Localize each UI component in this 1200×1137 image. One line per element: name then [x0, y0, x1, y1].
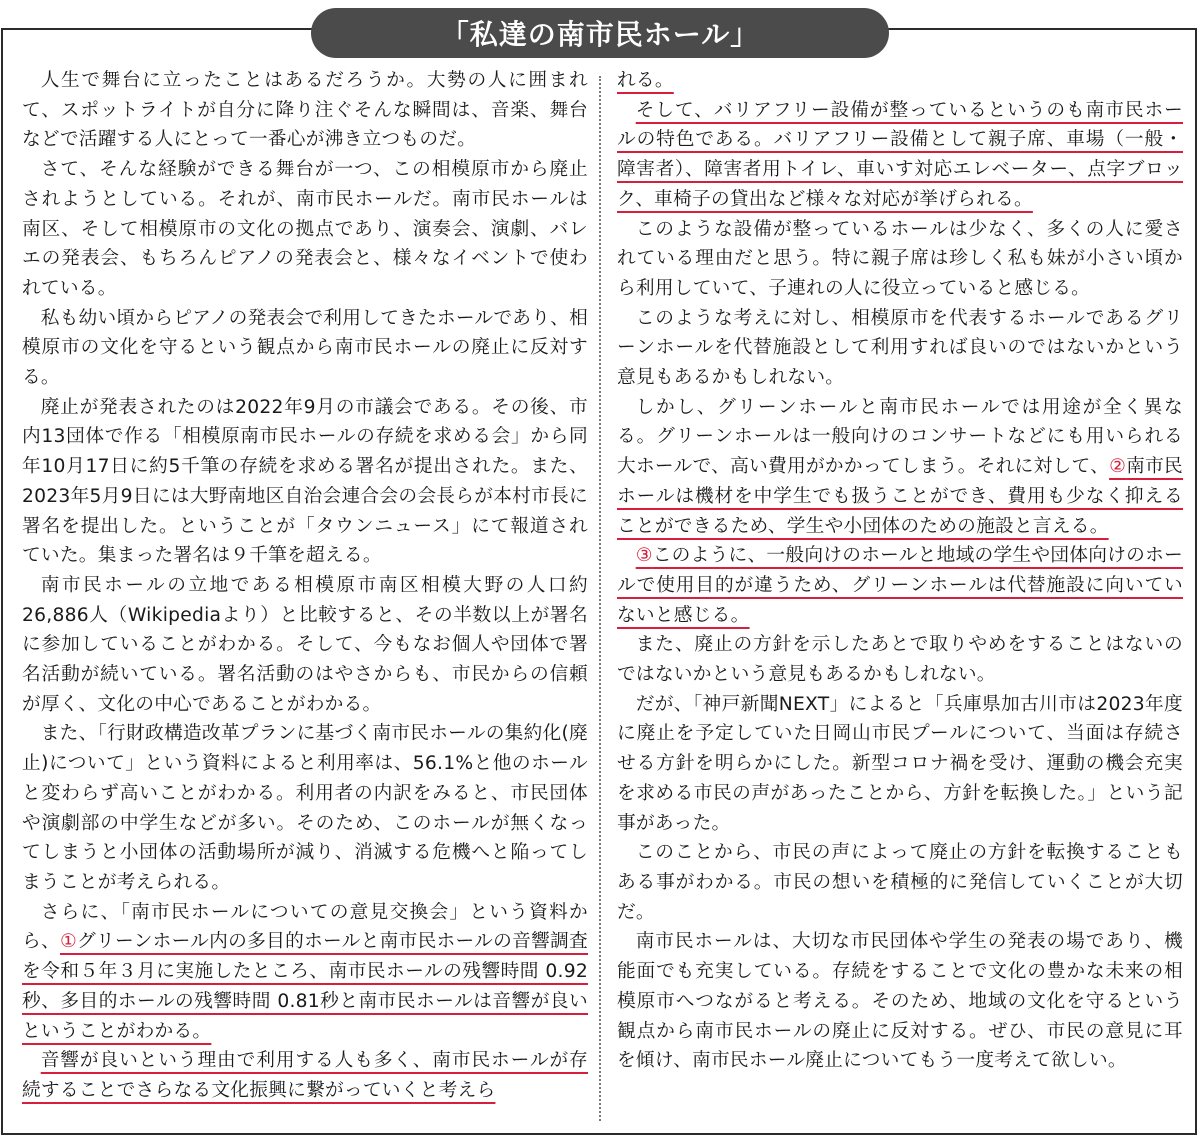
paragraph — [617, 690, 1183, 839]
paragraph — [617, 541, 1183, 630]
column-divider — [599, 76, 601, 1121]
paragraph — [22, 304, 588, 393]
paragraph — [617, 393, 1183, 542]
circled-number: ② — [1109, 456, 1127, 478]
text-segment: このことから、市民の声によって廃止の方針を転換することもある事がわかる。市民の想いを積極的に発信していくことが大切だ。 — [617, 842, 1183, 923]
text-segment: このような考えに対し、相模原市を代表するホールであるグリーンホールを代替施設として利用すれば良いのではないかという意見もあるかもしれない。 — [617, 307, 1183, 389]
text-segment: れる。 — [617, 70, 674, 91]
text-segment: 廃止が発表されたのは2022年9月の市議会である。その後、市内13団体で作る「相模原南市民ホールの存続を求める会」から同年10月17日に約5千筆の存続を求める署名が提出された。また、2023年5月9日には大野南地区自治会連合会の会長らが本村市長に署名を提出した。ということが「タウンニュース」にて報道されていた。集まった署名は９千筆を超える。 — [22, 396, 588, 567]
paragraph — [22, 719, 588, 897]
paragraph — [617, 630, 1183, 689]
paragraph — [22, 571, 588, 720]
text-segment: さらに、「南市民ホールについての意見交換会」という資料から、 — [22, 901, 588, 953]
text-segment: しかし、グリーンホールと南市民ホールでは用途が全く異なる。グリーンホールは一般向けのコンサートなどにも用いられる大ホールで、高い費用がかかってしまう。それに対して、 — [617, 396, 1183, 478]
text-segment: 南市民ホールは機材を中学生でも扱うことができ、費用も少なく抑えることができるため、学生や小団体のための施設と言える。 — [617, 456, 1183, 537]
paragraph — [22, 393, 588, 571]
text-segment: また、廃止の方針を示したあとで取りやめをすることはないのではないかという意見もあるかもしれない。 — [617, 634, 1183, 686]
right-column — [617, 66, 1183, 1076]
paragraph — [22, 155, 588, 304]
text-segment: 南市民ホールは、大切な市民団体や学生の発表の場であり、機能面でも充実している。存続をすることで文化の豊かな未来の相模原市へつながると考える。そのため、地域の文化を守るという観点から南市民ホールの廃止に反対する。ぜひ、市民の意見に耳を傾け、南市民ホール廃止についてもう一度考えて欲しい。 — [617, 931, 1183, 1072]
text-segment: 南市民ホールの立地である相模原市南区相模大野の人口約26,886人（Wikipediaより）と比較すると、その半数以上が署名に参加していることがわかる。そして、今もなお個人や団体で署名活動が続いている。署名活動のはやさからも、市民からの信頼が厚く、文化の中心であることがわかる。 — [22, 574, 588, 715]
paragraph — [617, 927, 1183, 1076]
left-column — [22, 66, 588, 1106]
text-segment: また、「行財政構造改革プランに基づく南市民ホールの集約化(廃止)について」という資料によると利用率は、56.1%と他のホールと変わらず高いことがわかる。利用者の内訳をみると、市民団体や演劇部の中学生などが多い。そのため、このホールが無くなってしまうと小団体の活動場所が減り、消滅する危機へと陥ってしまうことが考えられる。 — [22, 723, 588, 893]
circled-number: ① — [59, 931, 78, 953]
text-segment: 私も幼い頃からピアノの発表会で利用してきたホールであり、相模原市の文化を守るという観点から南市民ホールの廃止に反対する。 — [22, 307, 589, 389]
paragraph — [617, 66, 1183, 96]
paragraph — [617, 96, 1183, 215]
text-segment: このような設備が整っているホールは少なく、多くの人に愛されている理由だと思う。特に親子席は珍しく私も妹が小さい頃から利用していて、子連れの人に役立っていると感じる。 — [617, 218, 1183, 299]
paragraph — [617, 838, 1183, 927]
paragraph — [22, 1046, 588, 1105]
text-segment: このように、一般向けのホールと地域の学生や団体向けのホールで使用目的が違うため、グリーンホールは代替施設に向いていないと感じる。 — [617, 545, 1183, 626]
text-segment: さて、そんな経験ができる舞台が一つ、この相模原市から廃止されようとしている。それが、南市民ホールだ。南市民ホールは南区、そして相模原市の文化の拠点であり、演奏会、演劇、バレエの発表会、もちろんピアノの発表会と、様々なイベントで使われている。 — [22, 159, 588, 299]
circled-number: ③ — [635, 545, 653, 567]
article-title: 「私達の南市民ホール」 — [311, 8, 889, 58]
text-segment: 音響が良いという理由で利用する人も多く、南市民ホールが存続することでさらなる文化振興に繋がっていくと考えら — [22, 1050, 588, 1101]
paragraph — [617, 304, 1183, 393]
paragraph — [22, 898, 588, 1047]
paragraph — [22, 66, 588, 155]
text-segment: グリーンホール内の多目的ホールと南市民ホールの音響調査を令和５年３月に実施したところ、南市民ホールの残響時間 0.92秒、多目的ホールの残響時間 0.81秒と南市民ホールは音響が良いということがわかる。 — [22, 931, 588, 1042]
text-segment: 人生で舞台に立ったことはあるだろうか。大勢の人に囲まれて、スポットライトが自分に降り注ぐそんな瞬間は、音楽、舞台などで活躍する人にとって一番心が沸き立つものだ。 — [22, 70, 588, 151]
text-segment: そして、バリアフリー設備が整っているというのも南市民ホールの特色である。バリアフリー設備として親子席、車場（一般・障害者）、障害者用トイレ、車いす対応エレベーター、点字ブロック、車椅子の貸出など様々な対応が挙げられる。 — [617, 99, 1183, 210]
text-segment: だが、「神戸新聞NEXT」によると「兵庫県加古川市は2023年度に廃止を予定していた日岡山市民プールについて、当面は存続させる方針を明らかにした。新型コロナ禍を受け、運動の機会充実を求める市民の声があったことから、方針を転換した。」という記事があった。 — [617, 693, 1183, 834]
paragraph — [617, 215, 1183, 304]
